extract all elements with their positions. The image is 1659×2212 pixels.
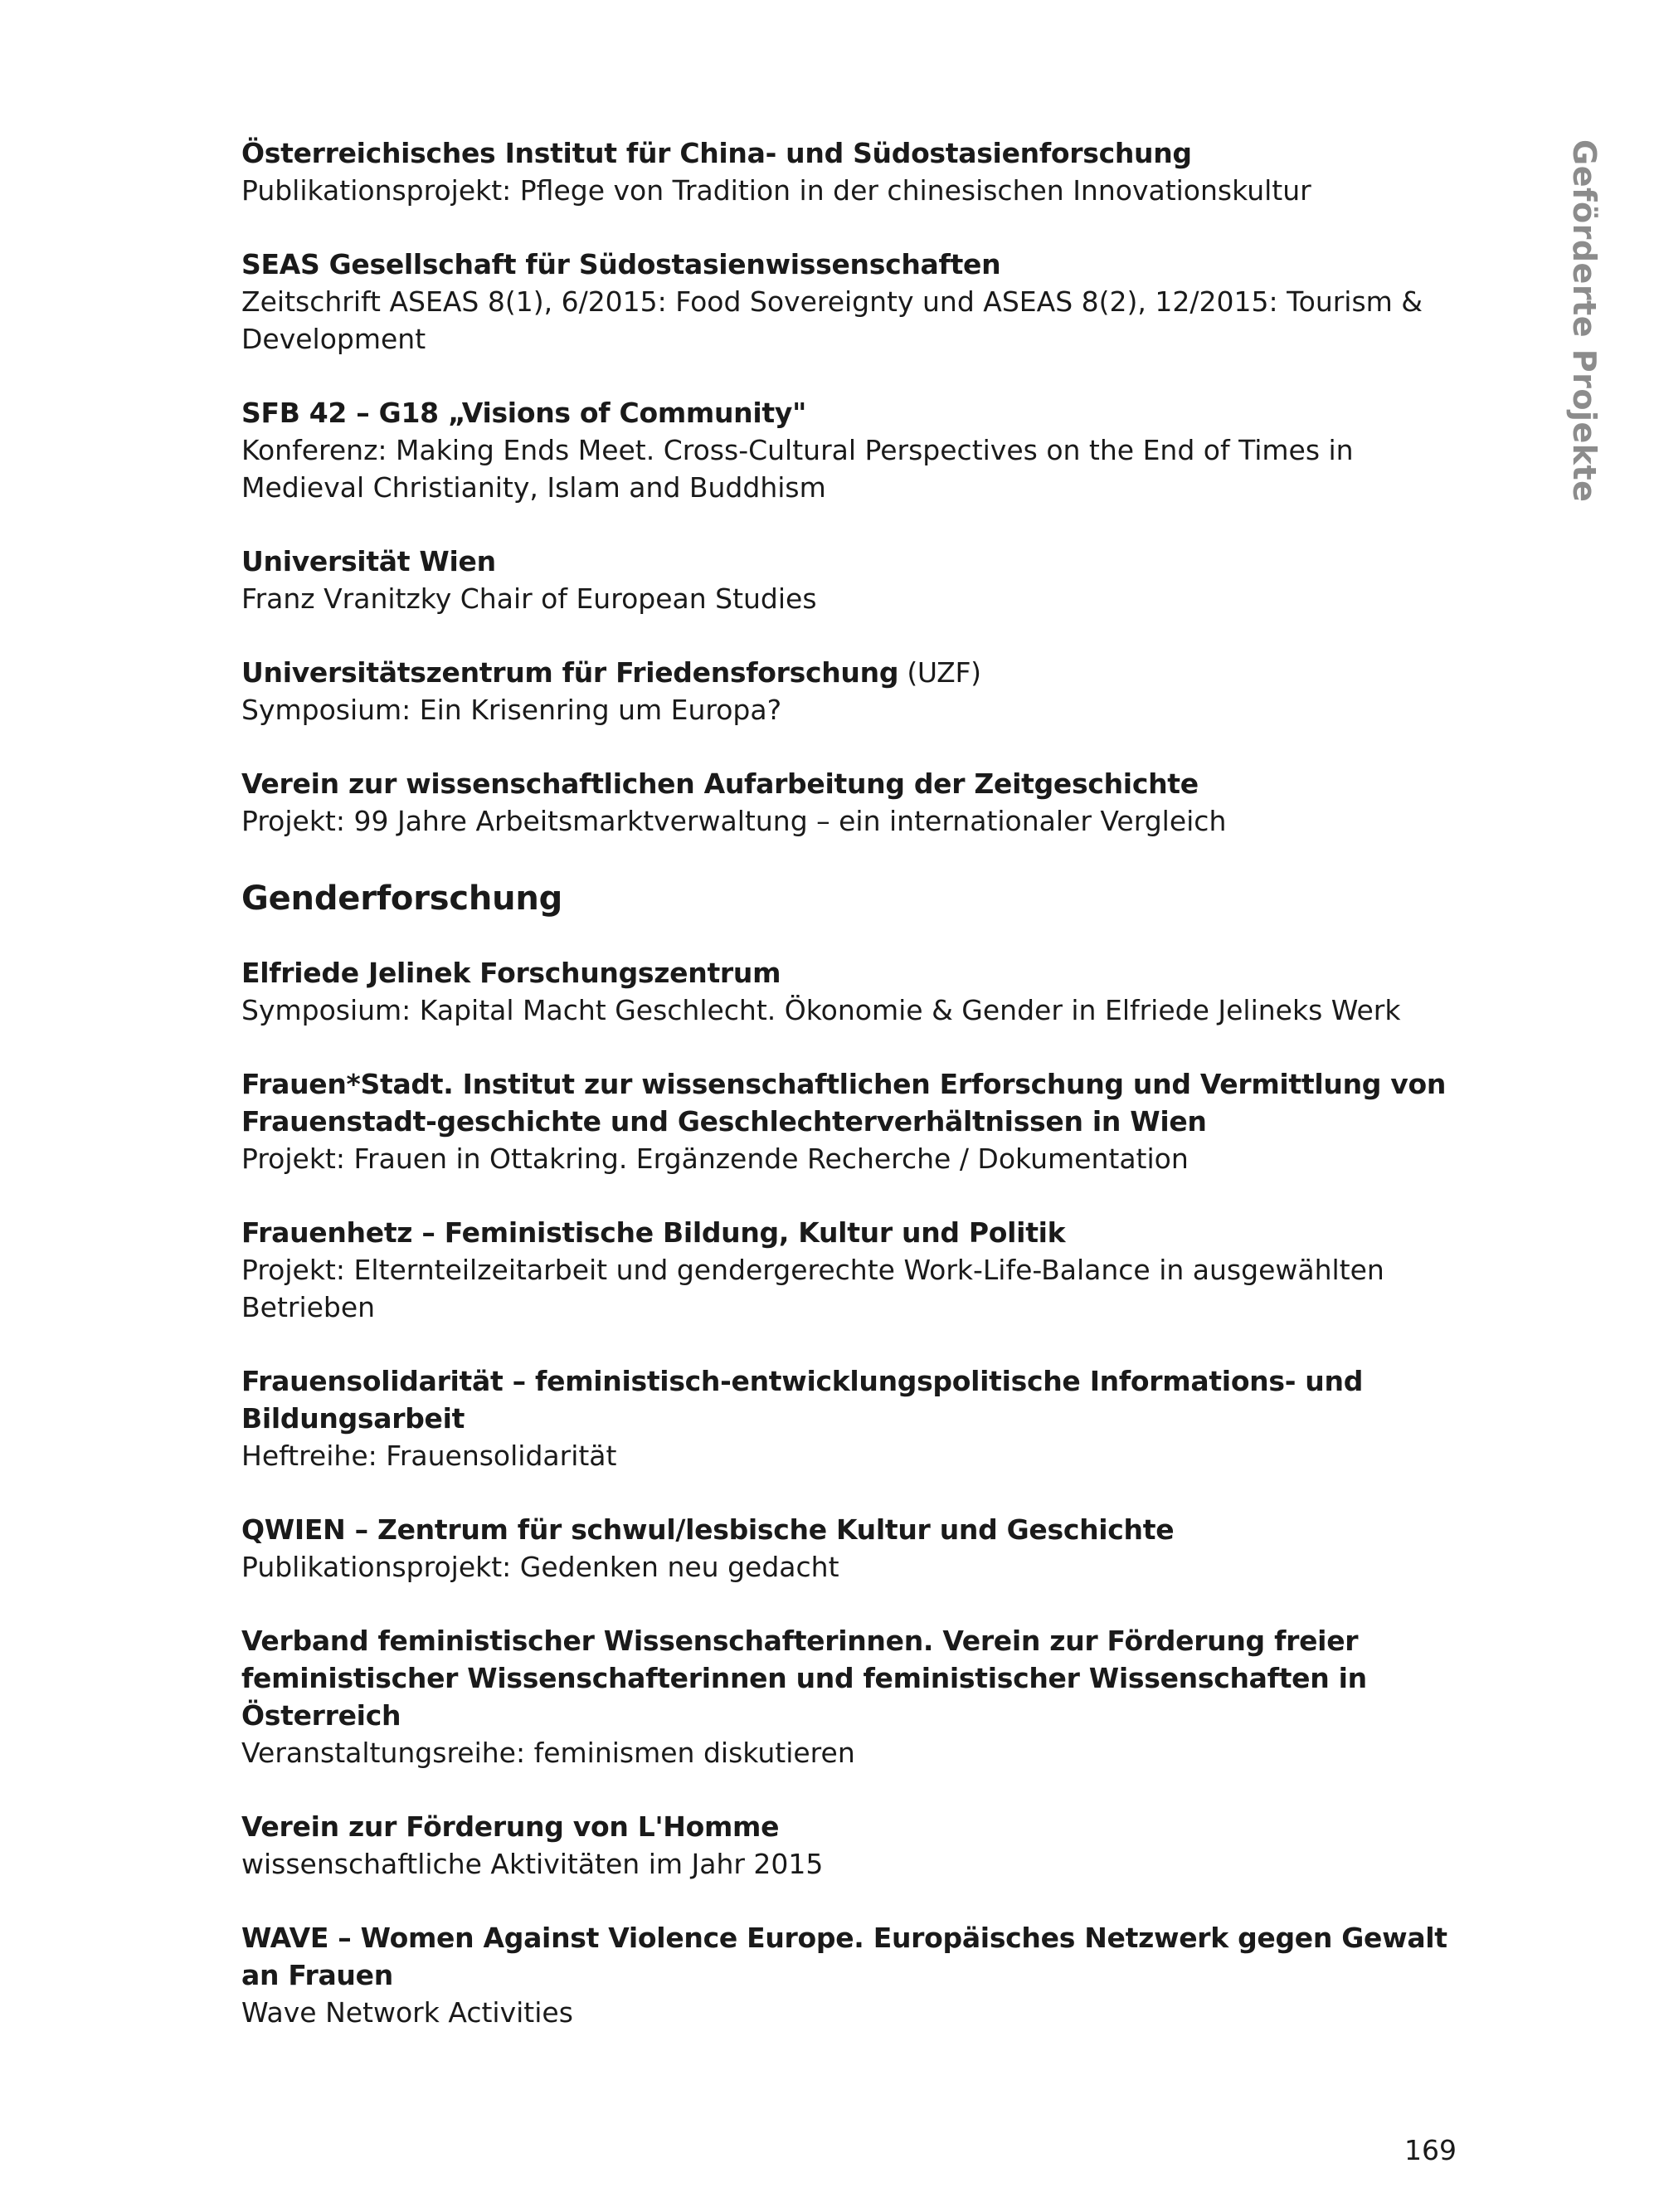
organization-name: QWIEN – Zentrum für schwul/lesbische Kultur und Geschichte	[241, 1513, 1175, 1546]
project-description: Heftreihe: Frauensolidarität	[241, 1440, 617, 1472]
project-description: Projekt: Elternteilzeitarbeit und gendergerechte Work-Life-Balance in ausgewählten Betrieben	[241, 1254, 1384, 1323]
project-description: Projekt: 99 Jahre Arbeitsmarktverwaltung – ein internationaler Vergleich	[241, 805, 1227, 837]
project-description: Franz Vranitzky Chair of European Studies	[241, 582, 817, 615]
organization-name: Verein zur wissenschaftlichen Aufarbeitung der Zeitgeschichte	[241, 767, 1199, 800]
organization-name: Verband feministischer Wissenschafterinnen. Verein zur Förderung freier feministischer Wissenschafterinnen und feministischer Wissenschaften in Österreich	[241, 1625, 1367, 1732]
project-description: Publikationsprojekt: Pflege von Tradition in der chinesischen Innovationskultur	[241, 174, 1311, 207]
organization-name: SFB 42 – G18 „Visions of Community"	[241, 397, 806, 429]
list-item	[241, 1622, 1452, 1771]
project-description: Projekt: Frauen in Ottakring. Ergänzende Recherche / Dokumentation	[241, 1143, 1189, 1175]
section-heading: Genderforschung	[241, 879, 563, 918]
list-item	[241, 954, 1452, 1029]
list-item	[241, 1214, 1452, 1326]
organization-name: Verein zur Förderung von L'Homme	[241, 1810, 780, 1843]
organization-name: Frauen*Stadt. Institut zur wissenschaftlichen Erforschung und Vermittlung von Frauenstadt-geschichte und Geschlechterverhältnissen in Wien	[241, 1068, 1447, 1138]
project-description: Wave Network Activities	[241, 1996, 573, 2029]
organization-name: SEAS Gesellschaft für Südostasienwissenschaften	[241, 248, 1001, 280]
organization-name: Frauensolidarität – feministisch-entwicklungspolitische Informations- und Bildungsarbeit	[241, 1365, 1364, 1435]
project-description: Publikationsprojekt: Gedenken neu gedacht	[241, 1551, 839, 1583]
list-item	[241, 654, 1452, 728]
list-item	[241, 543, 1452, 617]
organization-name: WAVE – Women Against Violence Europe. Europäisches Netzwerk gegen Gewalt an Frauen	[241, 1922, 1447, 1991]
organization-abbreviation: (UZF)	[898, 656, 981, 689]
page-number: 169	[1404, 2134, 1457, 2166]
organization-name: Elfriede Jelinek Forschungszentrum	[241, 957, 781, 989]
list-item	[241, 1362, 1452, 1474]
project-description: Symposium: Ein Krisenring um Europa?	[241, 694, 782, 726]
project-description: Symposium: Kapital Macht Geschlecht. Ökonomie & Gender in Elfriede Jelineks Werk	[241, 994, 1401, 1026]
list-item	[241, 765, 1452, 840]
project-description: Veranstaltungsreihe: feminismen diskutieren	[241, 1737, 855, 1769]
list-item	[241, 394, 1452, 506]
project-description: Zeitschrift ASEAS 8(1), 6/2015: Food Sovereignty und ASEAS 8(2), 12/2015: Tourism & Development	[241, 285, 1423, 355]
document-body	[241, 134, 1452, 2068]
list-item	[241, 1808, 1452, 1883]
project-description: Konferenz: Making Ends Meet. Cross-Cultural Perspectives on the End of Times in Medieval Christianity, Islam and Buddhism	[241, 434, 1354, 504]
organization-name: Österreichisches Institut für China- und Südostasienforschung	[241, 137, 1192, 169]
list-item	[241, 1065, 1452, 1177]
organization-name: Universität Wien	[241, 545, 496, 577]
list-item	[241, 1919, 1452, 2031]
list-item	[241, 1511, 1452, 1586]
chapter-side-label-text: Geförderte Projekte	[1566, 139, 1603, 503]
organization-name: Frauenhetz – Feministische Bildung, Kultur und Politik	[241, 1216, 1066, 1249]
project-description: wissenschaftliche Aktivitäten im Jahr 2015	[241, 1848, 824, 1880]
chapter-side-label	[1566, 139, 1608, 503]
organization-name: Universitätszentrum für Friedensforschung (UZF)	[241, 656, 981, 689]
list-item	[241, 246, 1452, 358]
list-item	[241, 134, 1452, 209]
